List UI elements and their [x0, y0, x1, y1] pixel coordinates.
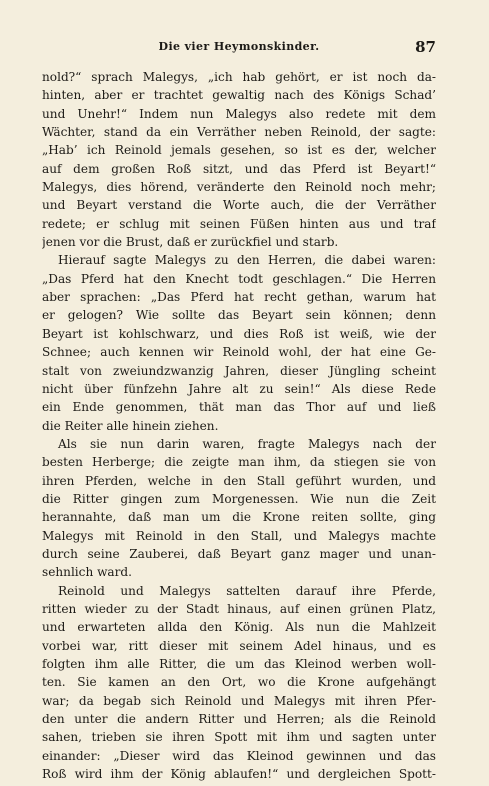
text-line: vorbei war, ritt dieser mit seinem Adel hinaus, und es: [42, 638, 436, 653]
book-page: [42, 38, 436, 782]
text-line: Malegys, dies hörend, veränderte den Reinold noch mehr;: [42, 180, 436, 195]
text-line: nicht über fünfzehn Jahre alt zu sein!“ Als diese Rede: [42, 381, 436, 396]
text-line: Beyart ist kohlschwarz, und dies Roß ist weiß, wie der: [42, 326, 436, 341]
text-line: Hierauf sagte Malegys zu den Herren, die dabei waren:: [58, 253, 436, 268]
text-line: Wächter, stand da ein Verräther neben Reinold, der sagte:: [42, 125, 436, 140]
text-line: aber sprachen: „Das Pferd hat recht gethan, warum hat: [42, 290, 436, 305]
text-line: auf dem großen Roß sitzt, und das Pferd ist Beyart!“: [42, 161, 436, 176]
text-line: „Das Pferd hat den Knecht todt geschlagen.“ Die Herren: [42, 271, 436, 286]
body-text: [42, 68, 436, 783]
running-head: [42, 38, 436, 62]
text-line: war; da begab sich Reinold und Malegys mit ihren Pfer-: [42, 693, 436, 708]
text-line: einander: „Dieser wird das Kleinod gewinnen und das: [42, 748, 436, 763]
paragraph: [42, 435, 436, 582]
text-line: „Hab’ ich Reinold jemals gesehen, so ist es der, welcher: [42, 143, 436, 158]
text-line: Schnee; auch kennen wir Reinold wohl, der hat eine Ge-: [42, 345, 436, 360]
text-line: die Ritter gingen zum Morgenessen. Wie nun die Zeit: [42, 491, 436, 506]
text-line: und Beyart verstand die Worte auch, die der Verräther: [42, 198, 436, 213]
text-line: nold?“ sprach Malegys, „ich hab gehört, er ist noch da-: [42, 70, 436, 84]
running-title: Die vier Heymonskinder.: [158, 40, 320, 53]
text-line: die Reiter alle hinein ziehen.: [42, 418, 219, 433]
text-line: herannahte, daß man um die Krone reiten sollte, ging: [42, 510, 436, 525]
text-line: sahen, trieben sie ihren Spott mit ihm und sagten unter: [42, 730, 436, 745]
text-line: jenen vor die Brust, daß er zurückfiel und starb.: [42, 235, 339, 250]
text-line: ihren Pferden, welche in den Stall geführt wurden, und: [42, 473, 436, 488]
text-line: besten Herberge; die zeigte man ihm, da stiegen sie von: [42, 455, 436, 470]
text-line: ein Ende genommen, thät man das Thor auf und ließ: [42, 400, 436, 415]
text-line: Reinold und Malegys sattelten darauf ihre Pferde,: [58, 583, 436, 598]
text-line: redete; er schlug mit seinen Füßen hinten aus und traf: [42, 216, 436, 231]
text-line: Als sie nun darin waren, fragte Malegys nach der: [58, 436, 436, 451]
text-line: Roß wird ihm der König ablaufen!“ und dergleichen Spott-: [42, 767, 436, 782]
paragraph: [42, 582, 436, 784]
text-line: stalt von zweiundzwanzig Jahren, dieser Jüngling scheint: [42, 363, 436, 378]
paragraph: [42, 68, 436, 251]
text-line: sehnlich ward.: [42, 565, 133, 580]
text-line: folgten ihm alle Ritter, die um das Kleinod werben woll-: [42, 657, 436, 671]
text-line: ten. Sie kamen an den Ort, wo die Krone aufgehängt: [42, 675, 436, 690]
text-line: den unter die andern Ritter und Herren; als die Reinold: [42, 712, 436, 727]
paragraph: [42, 251, 436, 434]
text-line: Malegys mit Reinold in den Stall, und Malegys machte: [42, 528, 436, 543]
text-line: durch seine Zauberei, daß Beyart ganz mager und unan-: [42, 546, 436, 561]
text-line: hinten, aber er trachtet gewaltig nach des Königs Schad’: [42, 88, 436, 103]
text-line: er gelogen? Wie sollte das Beyart sein können; denn: [42, 308, 436, 323]
page-number: 87: [415, 38, 436, 56]
text-line: und Unehr!“ Indem nun Malegys also redete mit dem: [42, 106, 436, 121]
text-line: und erwarteten allda den König. Als nun die Mahlzeit: [42, 620, 436, 635]
text-line: ritten wieder zu der Stadt hinaus, auf einen grünen Platz,: [42, 601, 436, 616]
